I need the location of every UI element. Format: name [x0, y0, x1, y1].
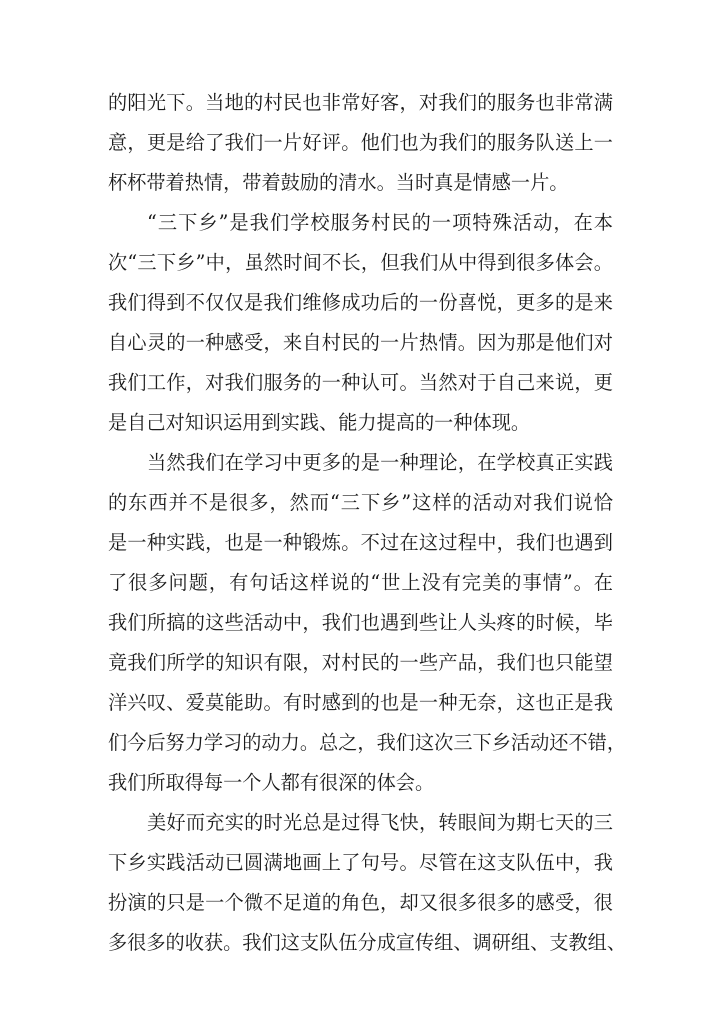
text-line: 次“三下乡”中，虽然时间不长，但我们从中得到很多体会。	[108, 251, 613, 274]
text-line: 扮演的只是一个微不足道的角色，却又很多很多的感受，很	[108, 891, 613, 914]
text-line: 下乡实践活动已圆满地画上了句号。尽管在这支队伍中，我	[108, 851, 613, 874]
text-line: 竟我们所学的知识有限，对村民的一些产品，我们也只能望	[108, 651, 613, 674]
text-line: 了很多问题，有句话这样说的“世上没有完美的事情”。在	[108, 571, 613, 594]
text-line: 我们得到不仅仅是我们维修成功后的一份喜悦，更多的是来	[108, 291, 613, 314]
text-line: “三下乡”是我们学校服务村民的一项特殊活动，在本	[147, 211, 613, 234]
text-line: 我们工作，对我们服务的一种认可。当然对于自己来说，更	[108, 371, 613, 394]
text-line: 的东西并不是很多，然而“三下乡”这样的活动对我们说恰	[108, 491, 613, 514]
text-line: 是一种实践，也是一种锻炼。不过在这过程中，我们也遇到	[108, 531, 613, 554]
text-line: 是自己对知识运用到实践、能力提高的一种体现。	[108, 411, 531, 434]
text-line: 意，更是给了我们一片好评。他们也为我们的服务队送上一	[108, 131, 613, 154]
text-line: 我们所取得每一个人都有很深的体会。	[108, 771, 435, 794]
text-line: 多很多的收获。我们这支队伍分成宣传组、调研组、支教组、	[108, 931, 627, 954]
text-line: 我们所搞的这些活动中，我们也遇到些让人头疼的时候，毕	[108, 611, 613, 634]
text-line: 洋兴叹、爱莫能助。有时感到的也是一种无奈，这也正是我	[108, 691, 613, 714]
text-line: 们今后努力学习的动力。总之，我们这次三下乡活动还不错，	[108, 731, 627, 754]
text-line: 的阳光下。当地的村民也非常好客，对我们的服务也非常满	[108, 91, 613, 114]
text-line: 自心灵的一种感受，来自村民的一片热情。因为那是他们对	[108, 331, 613, 354]
text-line: 当然我们在学习中更多的是一种理论，在学校真正实践	[147, 451, 613, 474]
text-line: 美好而充实的时光总是过得飞快，转眼间为期七天的三	[147, 811, 613, 834]
text-line: 杯杯带着热情，带着鼓励的清水。当时真是情感一片。	[108, 171, 569, 194]
